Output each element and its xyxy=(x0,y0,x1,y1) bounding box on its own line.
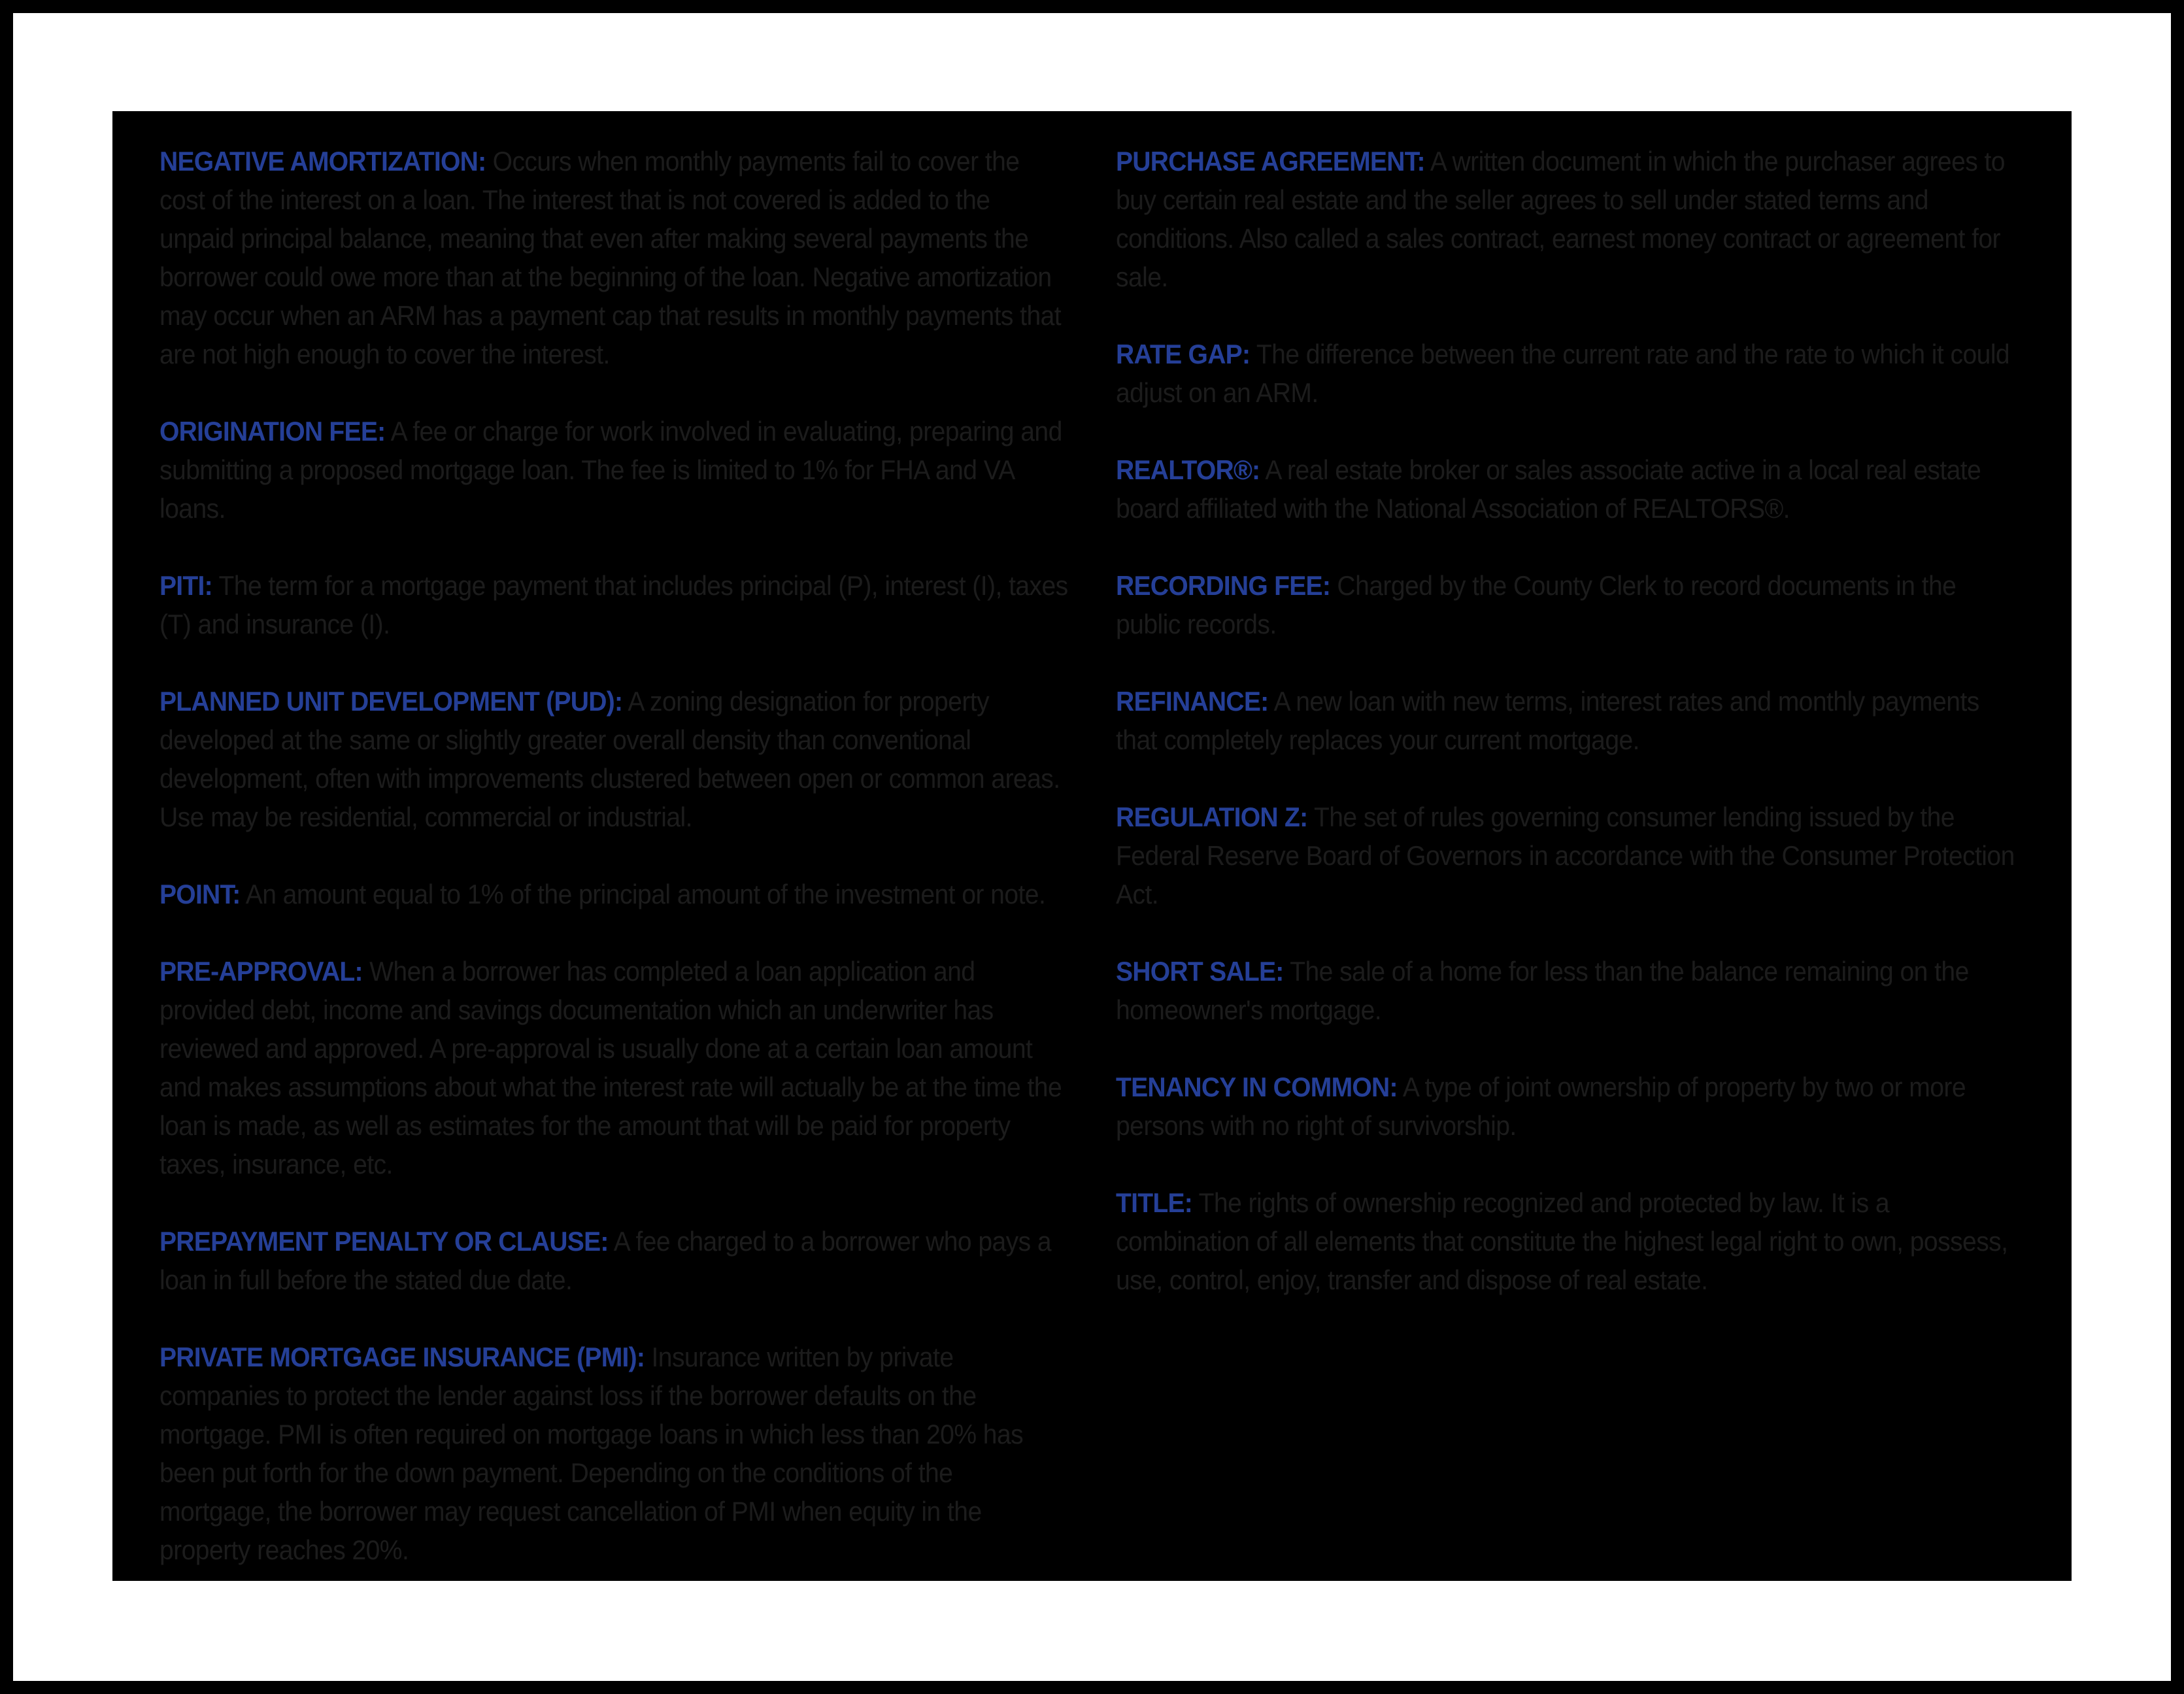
glossary-definition: Occurs when monthly payments fail to cover the cost of the interest on a loan. The interest that is not covered is added to the unpaid principal balance, meaning that even after making several payments the borrower could owe more than at the beginning of the loan. Negative amortization may occur when an ARM has a payment cap that results in monthly payments that are not high enough to cover the interest. xyxy=(160,146,1062,369)
page-frame xyxy=(13,13,2171,1681)
glossary-definition: The rights of ownership recognized and protected by law. It is a combination of all elements that constitute the highest legal right to own, possess, use, control, enjoy, transfer and dispose of real estate. xyxy=(1116,1187,2008,1295)
glossary-entry-short-sale xyxy=(1116,952,2024,1029)
glossary-entry-piti xyxy=(160,566,1068,643)
glossary-entry-purchase-agreement xyxy=(1116,142,2024,296)
glossary-definition: Insurance written by private companies to protect the lender against loss if the borrower defaults on the mortgage. PMI is often required on mortgage loans in which less than 20% has been put forth for the down payment. Depending on the conditions of the mortgage, the borrower may request cancellation of PMI when equity in the property reaches 20%. xyxy=(160,1342,1024,1565)
glossary-term: NEGATIVE AMORTIZATION: xyxy=(160,146,486,177)
glossary-entry-point xyxy=(160,875,1068,913)
glossary-definition: Charged by the County Clerk to record documents in the public records. xyxy=(1116,570,1957,639)
glossary-term: REALTOR®: xyxy=(1116,454,1260,485)
glossary-column-right xyxy=(1116,142,2024,1338)
glossary-entry-origination-fee xyxy=(160,412,1068,528)
glossary-term: PURCHASE AGREEMENT: xyxy=(1116,146,1425,177)
glossary-term: SHORT SALE: xyxy=(1116,956,1284,987)
glossary-term: PLANNED UNIT DEVELOPMENT (PUD): xyxy=(160,686,623,717)
glossary-entry-pre-approval xyxy=(160,952,1068,1183)
glossary-term: REFINANCE: xyxy=(1116,686,1269,717)
glossary-definition: A type of joint ownership of property by two or more persons with no right of survivorship. xyxy=(1116,1072,1966,1141)
glossary-entry-refinance xyxy=(1116,682,2024,759)
glossary-definition: The sale of a home for less than the balance remaining on the homeowner's mortgage. xyxy=(1116,956,1969,1025)
glossary-term: TITLE: xyxy=(1116,1187,1193,1218)
glossary-column-left xyxy=(160,142,1068,1608)
glossary-entry-title xyxy=(1116,1183,2024,1299)
glossary-definition: An amount equal to 1% of the principal amount of the investment or note. xyxy=(245,879,1046,909)
glossary-term: TENANCY IN COMMON: xyxy=(1116,1072,1398,1102)
glossary-definition: The term for a mortgage payment that includes principal (P), interest (I), taxes (T) and insurance (I). xyxy=(160,570,1068,639)
glossary-entry-planned-unit-development xyxy=(160,682,1068,836)
glossary-entry-regulation-z xyxy=(1116,798,2024,913)
glossary-definition: A zoning designation for property developed at the same or slightly greater overall density than conventional development, often with improvements clustered between open or common areas. Use may be residential, commercial or industrial. xyxy=(160,686,1060,832)
glossary-entry-rate-gap xyxy=(1116,335,2024,412)
glossary-entry-prepayment-penalty xyxy=(160,1222,1068,1299)
glossary-definition: A real estate broker or sales associate active in a local real estate board affiliated with the National Association of REALTORS®. xyxy=(1116,454,1981,524)
glossary-term: PRIVATE MORTGAGE INSURANCE (PMI): xyxy=(160,1342,645,1372)
glossary-term: PITI: xyxy=(160,570,212,601)
glossary-definition: A new loan with new terms, interest rates and monthly payments that completely replaces your current mortgage. xyxy=(1116,686,1979,755)
glossary-definition: A fee charged to a borrower who pays a loan in full before the stated due date. xyxy=(160,1226,1052,1295)
glossary-term: PRE-APPROVAL: xyxy=(160,956,363,987)
glossary-term: POINT: xyxy=(160,879,241,909)
glossary-panel xyxy=(112,111,2072,1581)
glossary-definition: A written document in which the purchaser agrees to buy certain real estate and the seller agrees to sell under stated terms and conditions. Also called a sales contract, earnest money contract or agreement for sale. xyxy=(1116,146,2005,292)
glossary-definition: The difference between the current rate and the rate to which it could adjust on an ARM. xyxy=(1116,339,2010,408)
glossary-term: PREPAYMENT PENALTY OR CLAUSE: xyxy=(160,1226,609,1257)
glossary-entry-private-mortgage-insurance xyxy=(160,1338,1068,1569)
glossary-term: RECORDING FEE: xyxy=(1116,570,1331,601)
glossary-definition: A fee or charge for work involved in evaluating, preparing and submitting a proposed mortgage loan. The fee is limited to 1% for FHA and VA loans. xyxy=(160,416,1062,524)
glossary-term: ORIGINATION FEE: xyxy=(160,416,386,447)
glossary-entry-recording-fee xyxy=(1116,566,2024,643)
glossary-entry-tenancy-in-common xyxy=(1116,1068,2024,1145)
glossary-definition: The set of rules governing consumer lending issued by the Federal Reserve Board of Governors in accordance with the Consumer Protection Act. xyxy=(1116,802,2015,909)
glossary-entry-realtor xyxy=(1116,450,2024,528)
glossary-term: RATE GAP: xyxy=(1116,339,1251,369)
glossary-term: REGULATION Z: xyxy=(1116,802,1308,832)
glossary-entry-negative-amortization xyxy=(160,142,1068,373)
glossary-definition: When a borrower has completed a loan application and provided debt, income and savings documentation which an underwriter has reviewed and approved. A pre-approval is usually done at a certain loan amount and makes assumptions about what the interest rate will actually be at the time the loan is made, as well as estimates for the amount that will be paid for property taxes, insurance, etc. xyxy=(160,956,1062,1179)
